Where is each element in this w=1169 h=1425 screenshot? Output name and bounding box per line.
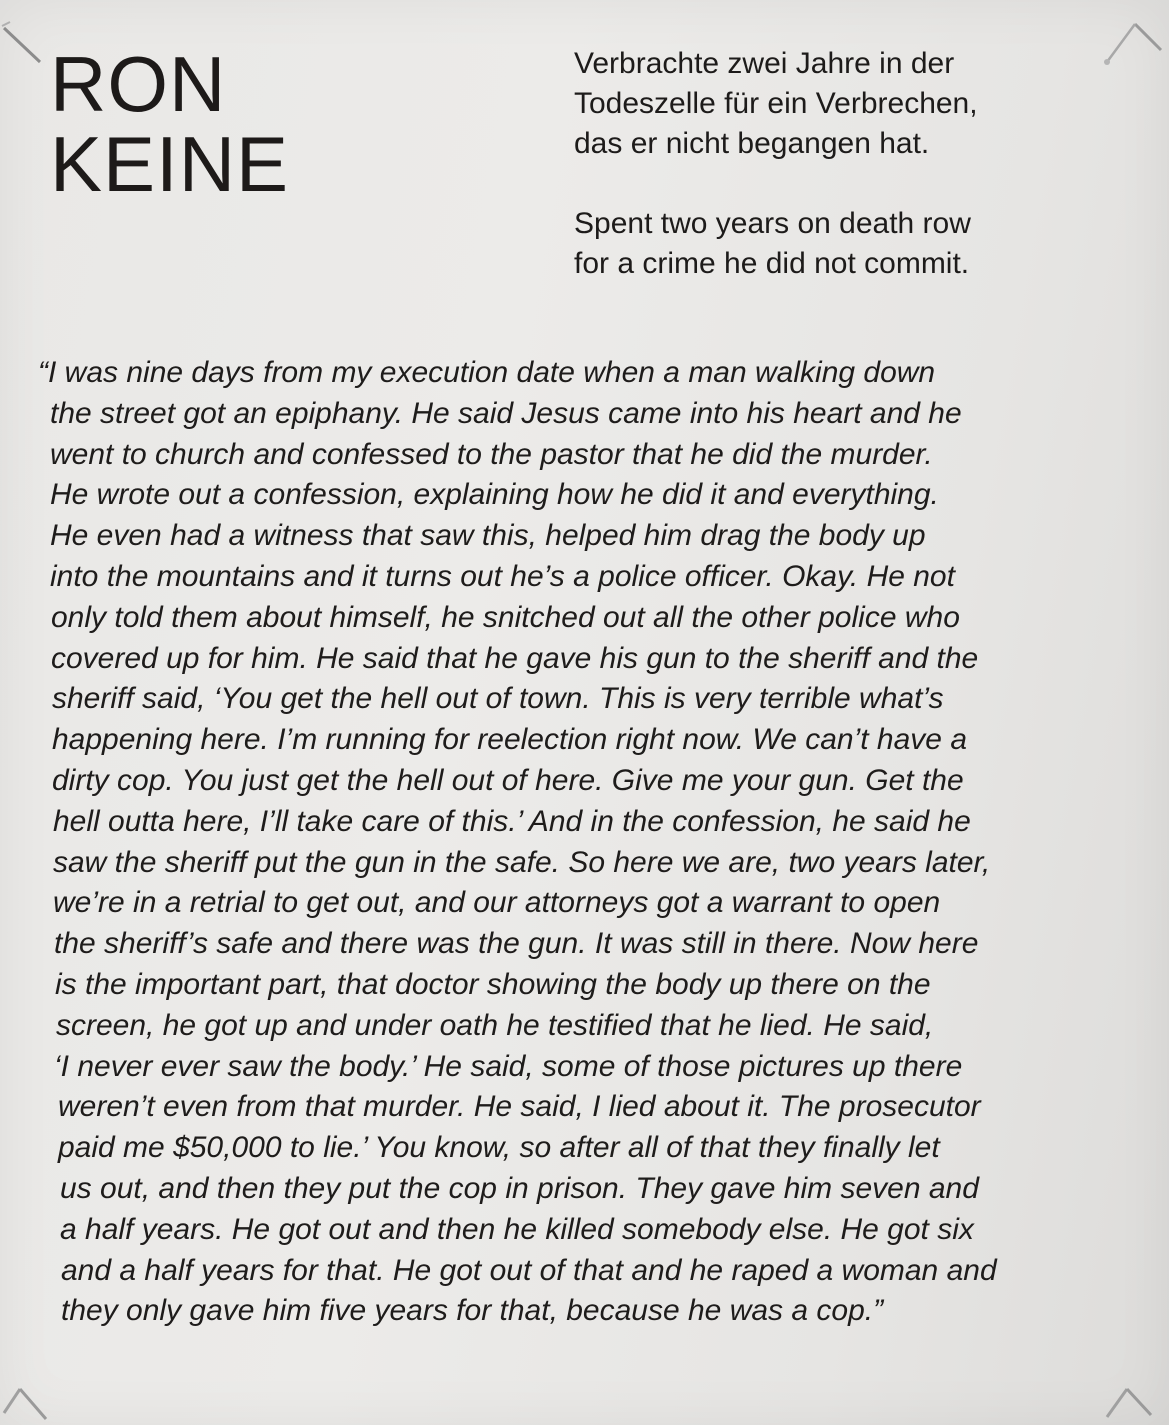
quote-line: only told them about himself, he snitched out all the other police who — [51, 600, 960, 634]
quote-line: hell outta here, I’ll take care of this.’ And in the confession, he said he — [53, 804, 971, 838]
intro-english-line: Spent two years on death row — [574, 207, 971, 240]
quote-line: went to church and confessed to the pastor that he did the murder. — [50, 437, 933, 471]
quote-line: sheriff said, ‘You get the hell out of town. This is very terrible what’s — [52, 682, 944, 716]
name-last: KEINE — [50, 120, 290, 208]
quote-line: a half years. He got out and then he killed somebody else. He got six — [60, 1212, 974, 1246]
quote-line: screen, he got up and under oath he testified that he lied. He said, — [56, 1008, 934, 1042]
testimony-quote — [38, 353, 1138, 1332]
corner-hanger-bottom-left-icon — [0, 1355, 70, 1425]
person-name — [50, 40, 290, 208]
name-first: RON — [50, 40, 227, 128]
quote-line: weren’t even from that murder. He said, I lied about it. The prosecutor — [58, 1090, 981, 1124]
intro-german — [574, 44, 1094, 164]
quote-line: they only gave him five years for that, because he was a cop.” — [61, 1294, 884, 1328]
intro-english — [574, 204, 1094, 284]
quote-line: ‘I never ever saw the body.’ He said, some of those pictures up there — [54, 1049, 963, 1083]
quote-line: dirty cop. You just get the hell out of here. Give me your gun. Get the — [52, 763, 964, 797]
corner-hanger-bottom-right-icon — [1099, 1355, 1169, 1425]
intro-text — [574, 44, 1094, 284]
intro-english-line: for a crime he did not commit. — [574, 247, 970, 280]
quote-line: He wrote out a confession, explaining how he did it and everything. — [50, 478, 939, 512]
quote-line: is the important part, that doctor showing the body up there on the — [55, 967, 931, 1001]
intro-german-line: Todeszelle für ein Verbrechen, — [574, 87, 978, 120]
quote-line: paid me $50,000 to lie.’ You know, so after all of that they finally let — [58, 1131, 940, 1165]
quote-line: covered up for him. He said that he gave his gun to the sheriff and the — [51, 641, 979, 675]
quote-line: the sheriff’s safe and there was the gun. It was still in there. Now here — [54, 927, 979, 961]
quote-line: into the mountains and it turns out he’s a police officer. Okay. He not — [50, 559, 955, 593]
quote-line: the street got an epiphany. He said Jesus came into his heart and he — [50, 396, 962, 430]
corner-hanger-top-right-icon — [1099, 10, 1169, 80]
quote-line: happening here. I’m running for reelection right now. We can’t have a — [52, 723, 967, 757]
quote-line: we’re in a retrial to get out, and our attorneys got a warrant to open — [53, 886, 941, 920]
quote-line: saw the sheriff put the gun in the safe. So here we are, two years later, — [53, 845, 991, 879]
quote-line: “I was nine days from my execution date when a man walking down — [38, 356, 936, 389]
quote-line: He even had a witness that saw this, helped him drag the body up — [50, 519, 926, 553]
intro-german-line: das er nicht begangen hat. — [574, 127, 930, 160]
intro-german-line: Verbrachte zwei Jahre in der — [574, 47, 955, 80]
quote-line: us out, and then they put the cop in prison. They gave him seven and — [60, 1171, 979, 1205]
quote-line: and a half years for that. He got out of that and he raped a woman and — [61, 1253, 997, 1287]
